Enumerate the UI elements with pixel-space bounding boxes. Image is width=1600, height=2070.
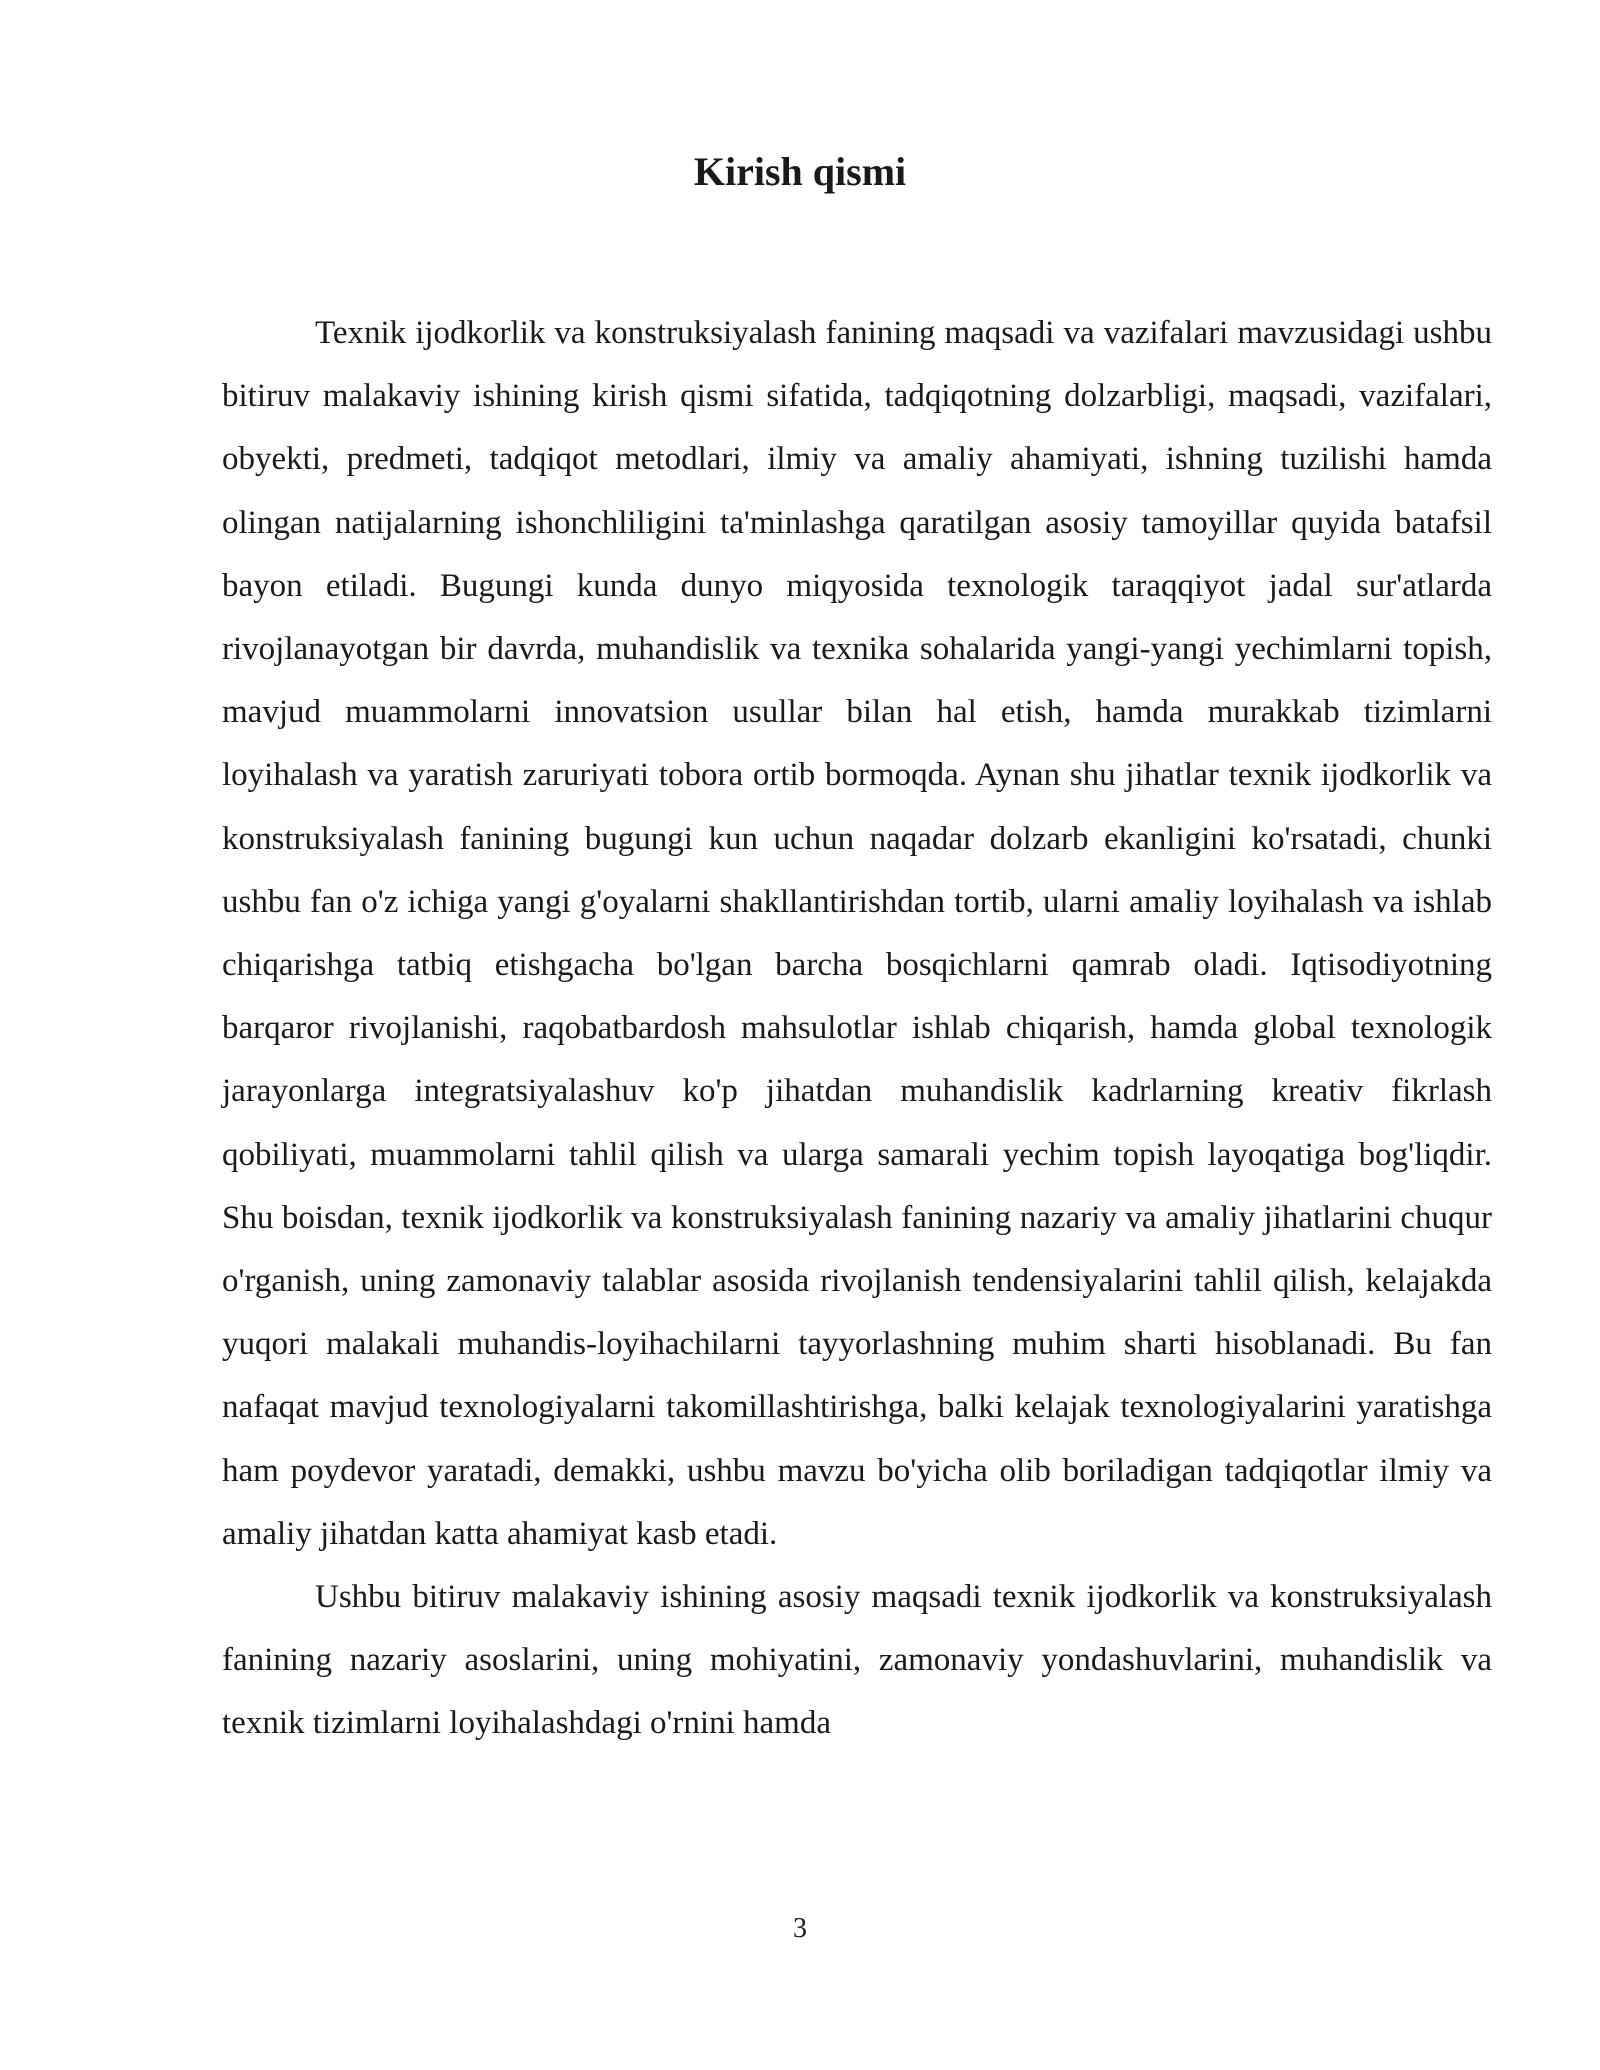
body-text (222, 302, 1492, 1756)
page-number: 3 (793, 1913, 807, 1944)
paragraph-1: Texnik ijodkorlik va konstruksiyalash fanining maqsadi va vazifalari mavzusidagi ushbu bitiruv malakaviy ishining kirish qismi sifatida, tadqiqotning dolzarbligi, maqsadi, vazifalari, obyekti, predmeti, tadqiqot metodlari, ilmiy va amaliy ahamiyati, ishning tuzilishi hamda olingan natijalarning ishonchliligini ta'minlashga qaratilgan asosiy tamoyillar quyida batafsil bayon etiladi. Bugungi kunda dunyo miqyosida texnologik taraqqiyot jadal sur'atlarda rivojlanayotgan bir davrda, muhandislik va texnika sohalarida yangi-yangi yechimlarni topish, mavjud muammolarni innovatsion usullar bilan hal etish, hamda murakkab tizimlarni loyihalash va yaratish zaruriyati tobora ortib bormoqda. Aynan shu jihatlar texnik ijodkorlik va konstruksiyalash fanining bugungi kun uchun naqadar dolzarb ekanligini ko'rsatadi, chunki ushbu fan o'z ichiga yangi g'oyalarni shakllantirishdan tortib, ularni amaliy loyihalash va ishlab chiqarishga tatbiq etishgacha bo'lgan barcha bosqichlarni qamrab oladi. Iqtisodiyotning barqaror rivojlanishi, raqobatbardosh mahsulotlar ishlab chiqarish, hamda global texnologik jarayonlarga integratsiyalashuv ko'p jihatdan muhandislik kadrlarning kreativ fikrlash qobiliyati, muammolarni tahlil qilish va ularga samarali yechim topish layoqatiga bog'liqdir. Shu boisdan, texnik ijodkorlik va konstruksiyalash fanining nazariy va amaliy jihatlarini chuqur o'rganish, uning zamonaviy talablar asosida rivojlanish tendensiyalarini tahlil qilish, kelajakda yuqori malakali muhandis-loyihachilarni tayyorlashning muhim sharti hisoblanadi. Bu fan nafaqat mavjud texnologiyalarni takomillashtirishga, balki kelajak texnologiyalarini yaratishga ham poydevor yaratadi, demakki, ushbu mavzu bo'yicha olib boriladigan tadqiqotlar ilmiy va amaliy jihatdan katta ahamiyat kasb etadi. (222, 315, 1492, 1552)
paragraph-2: Ushbu bitiruv malakaviy ishining asosiy maqsadi texnik ijodkorlik va konstruksiyalash fanining nazariy asoslarini, uning mohiyatini, zamonaviy yondashuvlarini, muhandislik va texnik tizimlarni loyihalashdagi o'rnini hamda (222, 1579, 1492, 1742)
page-title: Kirish qismi (693, 149, 907, 194)
